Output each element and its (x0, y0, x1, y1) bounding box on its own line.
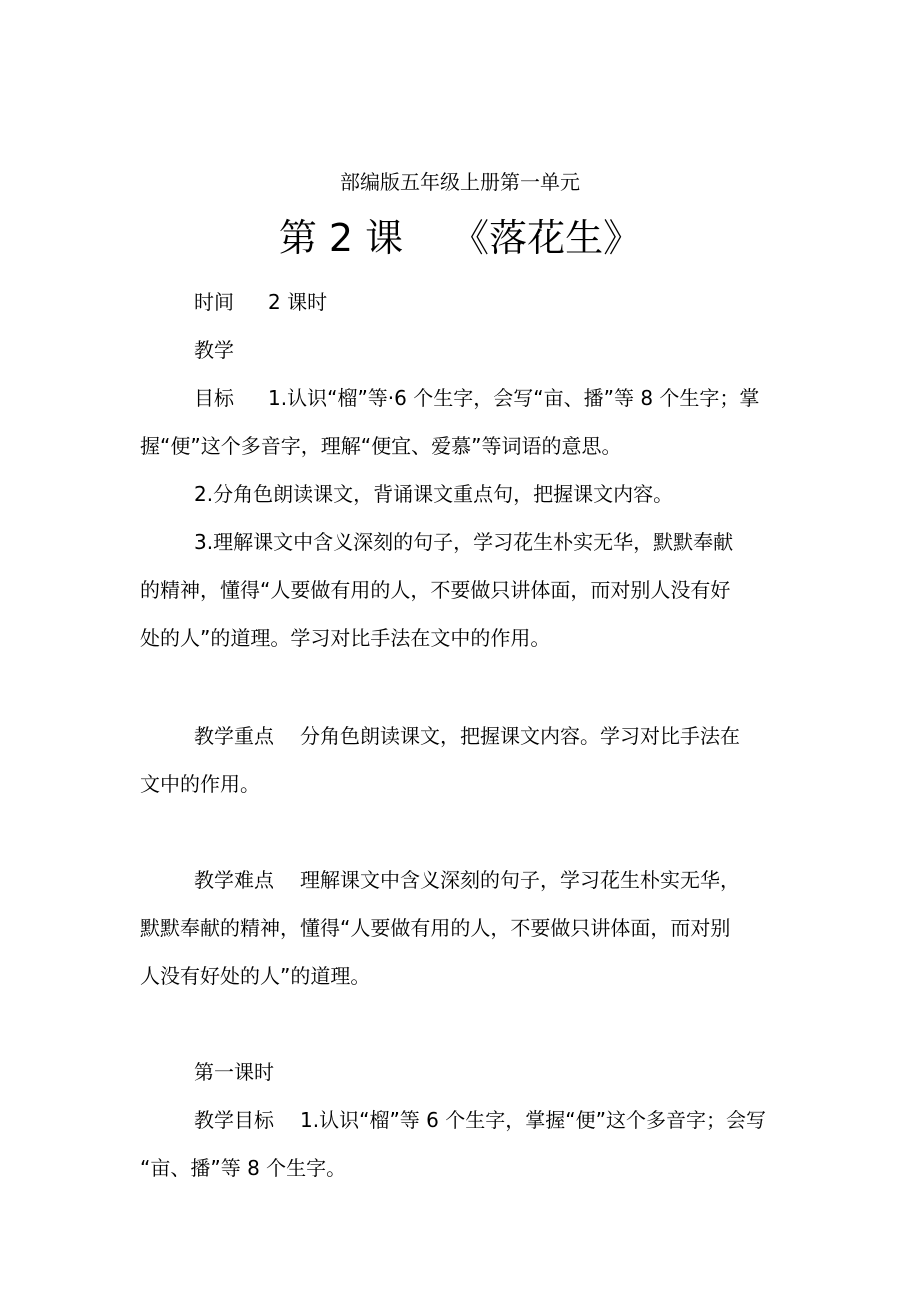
difficulties-line-3: 人没有好处的人”的道理。 (140, 964, 371, 988)
difficulties-line-2: 默默奉献的精神，懂得“人要做有用的人，不要做只讲体面，而对别 (140, 916, 731, 940)
key-points-label: 教学重点 (194, 724, 274, 748)
time-label: 时间 (194, 290, 234, 314)
lesson-number: 第 2 课 (278, 216, 404, 260)
time-row (0, 288, 920, 316)
key-points-line-2: 文中的作用。 (140, 772, 260, 796)
first-period-heading: 第一课时 (194, 1060, 274, 1084)
first-period-goal-label: 教学目标 (194, 1108, 274, 1132)
goal-1-line-1: 1.认识“榴”等·6 个生字，会写“亩、播”等 8 个生字；掌 (268, 386, 760, 410)
goal-row-1 (0, 384, 920, 412)
goal-2: 2.分角色朗读课文，背诵课文重点句，把握课文内容。 (194, 482, 674, 506)
time-value: 2 课时 (268, 290, 328, 314)
first-period-goal-row (0, 1106, 920, 1134)
difficulties-line-1: 理解课文中含义深刻的句子，学习花生朴实无华， (300, 868, 740, 892)
lesson-title (0, 212, 920, 264)
goal-1-line-2: 握“便”这个多音字，理解“便宜、爱慕”等词语的意思。 (140, 434, 622, 458)
first-period-goal-line-1: 1.认识“榴”等 6 个生字，掌握“便”这个多音字；会写 (300, 1108, 766, 1132)
goal-3-line-2: 的精神，懂得“人要做有用的人，不要做只讲体面，而对别人没有好 (140, 578, 731, 602)
goal-3-line-3: 处的人”的道理。学习对比手法在文中的作用。 (140, 626, 551, 650)
teach-label: 教学 (194, 338, 234, 362)
unit-subtitle: 部编版五年级上册第一单元 (340, 170, 580, 194)
goal-label: 目标 (194, 386, 234, 410)
difficulties-row (0, 866, 920, 894)
lesson-name: 《落花生》 (451, 216, 642, 260)
key-points-line-1: 分角色朗读课文，把握课文内容。学习对比手法在 (300, 724, 740, 748)
goal-3-line-1: 3.理解课文中含义深刻的句子，学习花生朴实无华，默默奉献 (194, 530, 734, 554)
first-period-goal-line-2: “亩、播”等 8 个生字。 (140, 1156, 347, 1180)
difficulties-label: 教学难点 (194, 868, 274, 892)
key-points-row (0, 722, 920, 750)
